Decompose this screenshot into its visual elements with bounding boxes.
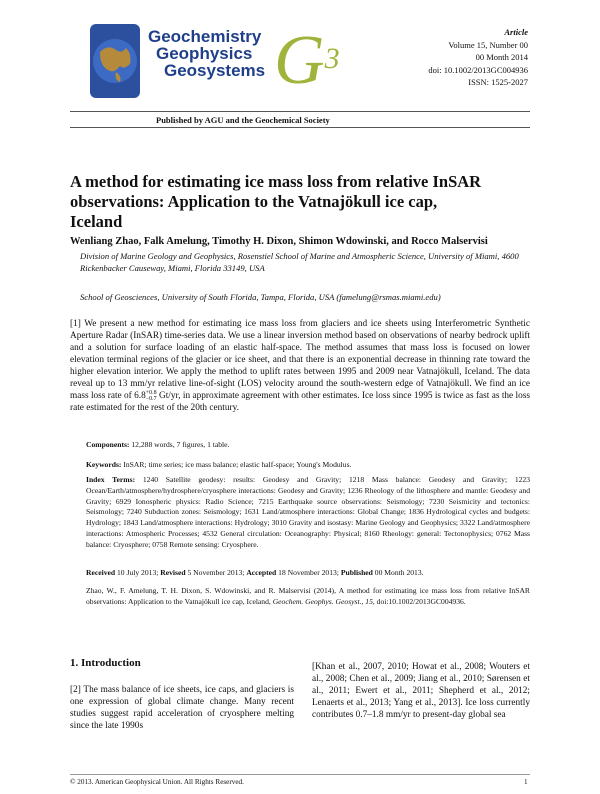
index-terms-text: 1240 Satellite geodesy: results: Geodesy and Gravity; 1218 Mass balance: Geodesy and Gravity; 1223 Ocean/Earth/atmosphere/hydrosphere/cryosphere interactions: Geodesy and Gravity; 1236 Rheology of the lithosphere and mantle: Geodesy and Gravity; 6929 Ionospheric physics: Radio Science; 7215 Earthquake source observations: Seismology; 7230 Seismicity and tectonics: Seismology; 7240 Subduction zones: Seismology; 1631 Land/atmosphere interactions: Global Change; 1836 Hydrological cycles and budgets: Hydrology; 1843 Land/atmosphere interactions: Hydrology; 3010 Gravity and isostasy: Marine Geology and Geophysics; 3322 Land/atmosphere interactions: Atmospheric Processes; 4532 General circulation: Oceanography: Physical; 8160 Rheology: general: Tectonophysics; 0762 Mass balance: Cryosphere; 0758 Remote sensing: Cryosphere.	[86, 475, 531, 549]
received-dates	[86, 568, 530, 579]
components-text: 12,288 words, 7 figures, 1 table.	[129, 440, 230, 449]
intro-left-text: The mass balance of ice sheets, ice caps, and glaciers is one expression of global climate change. Many recent studies suggest rapid acceleration of cryosphere melting since the late 1990s	[70, 685, 294, 731]
uncertainty-plus: +0.8	[145, 390, 157, 396]
published-date: 00 Month 2013.	[372, 568, 424, 577]
g3-logo-mark	[274, 22, 340, 99]
logo-letter: G	[274, 22, 325, 99]
published-label: Published	[340, 568, 373, 577]
affiliation-2: School of Geosciences, University of South Florida, Tampa, Florida, USA (famelung@rsmas.miami.edu)	[80, 292, 441, 302]
section-heading: 1. Introduction	[70, 657, 141, 669]
keywords-text: InSAR; time series; ice mass balance; elastic half-space; Young's Modulus.	[121, 460, 352, 469]
journal-logo	[86, 22, 340, 112]
journal-name	[148, 28, 265, 79]
components	[86, 440, 530, 451]
issn: ISSN: 1525-2027	[468, 77, 528, 87]
page-number: 1	[524, 778, 528, 786]
journal-name-line-2: Geophysics	[156, 44, 253, 63]
citation-text-b: doi:10.1002/2013GC004936.	[374, 596, 466, 606]
abstract-text-b: Gt/yr, in approximate agreement with other estimates. Ice loss since 1995 is twice as fast as the loss rate estimated for the rest of the 20th century.	[70, 391, 530, 414]
author-list: Wenliang Zhao, Falk Amelung, Timothy H. Dixon, Shimon Wdowinski, and Rocco Malservisi	[70, 236, 488, 247]
volume: Volume 15, Number 00	[448, 39, 528, 50]
uncertainty-minus: −0.7	[145, 396, 157, 402]
copyright: © 2013. American Geophysical Union. All Rights Reserved.	[70, 778, 244, 786]
citation-journal: Geochem. Geophys. Geosyst., 15,	[272, 596, 375, 606]
journal-name-line-3: Geosystems	[164, 61, 266, 80]
doi: doi: 10.1002/2013GC004936	[428, 64, 528, 75]
paragraph-marker-2: [2]	[70, 685, 81, 695]
accepted-label: Accepted	[246, 568, 277, 577]
article-meta	[428, 26, 528, 89]
index-terms	[86, 475, 530, 551]
paragraph-marker: [1]	[70, 319, 81, 329]
publisher-line: Published by AGU and the Geochemical Society	[156, 115, 330, 125]
accepted-date: 18 November 2013;	[276, 568, 341, 577]
footer-divider	[70, 774, 530, 775]
header-divider-bottom	[70, 127, 530, 128]
keywords	[86, 460, 530, 471]
revised-date: 5 November 2013;	[185, 568, 247, 577]
received-label: Received	[86, 568, 116, 577]
keywords-label: Keywords:	[86, 460, 122, 469]
header-divider	[70, 111, 530, 112]
intro-right-column: [Khan et al., 2007, 2010; Howat et al., 2008; Wouters et al., 2008; Chen et al., 2009; Jiang et al., 2010; Sørensen et al., 2011; Ewert et al., 2011; Shepherd et al., 2012; Lenaerts et al., 2013; Yang et al., 2013]. Ice loss currently contributes 0.7–1.8 mm/yr to present-day global sea	[312, 662, 530, 720]
abstract	[70, 318, 530, 414]
citation-text-a: Zhao, W., F. Amelung, T. H. Dixon, S. Wdowinski, and R. Malservisi (2014), A method for estimating ice mass loss from relative InSAR observations: Application to the Vatnajökull ice cap, Iceland,	[86, 586, 530, 606]
index-terms-label: Index Terms:	[86, 475, 136, 484]
affiliation-1: Division of Marine Geology and Geophysics, Rosenstiel School of Marine and Atmospheric Science, University of Miami, 4600 Rickenbacker Causeway, Miami, Florida 33149, USA	[80, 251, 519, 273]
logo-sup: 3	[324, 42, 340, 75]
revised-label: Revised	[160, 568, 186, 577]
issue-date: 00 Month 2014	[475, 52, 528, 62]
received-date: 10 July 2013;	[115, 568, 161, 577]
article-label: Article	[504, 27, 528, 37]
components-label: Components:	[86, 440, 130, 449]
abstract-text-a: We present a new method for estimating ice mass loss from glaciers and ice sheets using Interferometric Synthetic Aperture Radar (InSAR) time-series data. We use a linear inversion method based on observations of nearby bedrock uplift and a solution for surface loading of an elastic half-space. The method assumes that mass loss is focused on lower elevation terminal regions of the glacier or ice sheet, and that there is an exponential decrease in thinning rate toward the higher elevation interior. We apply the method to uplift rates between 1995 and 2009 near Vatnajökull, Iceland. The data reveal up to 13 mm/yr relative line-of-sight (LOS) velocity around the south-western edge of Vatnajökull. We find an ice mass loss rate of 6.8	[70, 319, 530, 402]
citation	[86, 586, 530, 608]
globe-icon	[86, 22, 144, 100]
uncertainty	[146, 390, 157, 402]
paper-title: A method for estimating ice mass loss from relative InSAR observations: Application to the Vatnajökull ice cap, Iceland	[70, 172, 482, 231]
journal-name-line-1: Geochemistry	[148, 27, 262, 46]
intro-left-column	[70, 684, 294, 732]
